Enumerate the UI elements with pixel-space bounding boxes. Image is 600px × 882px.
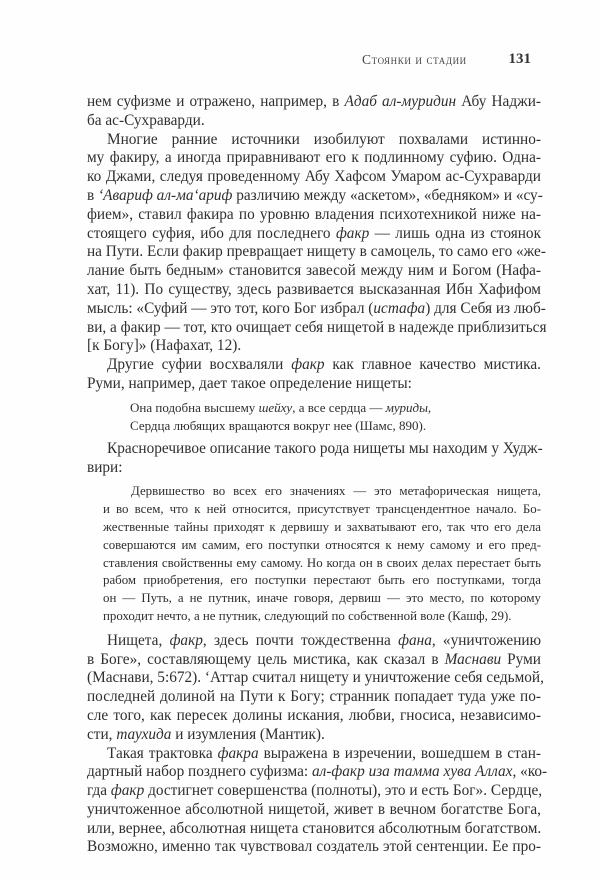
italic-term: таухида — [116, 725, 172, 743]
text-line — [87, 669, 544, 688]
blockquote — [103, 483, 541, 625]
text-run: сти, — [87, 725, 117, 743]
page-header — [87, 52, 541, 72]
text-run: жественные тайны приходят к дервишу и захватывают его, так что его дела — [103, 519, 541, 534]
text-line — [87, 168, 541, 187]
italic-term: Адаб ал-муридин — [344, 93, 457, 110]
text-line — [87, 356, 541, 375]
italic-term: Маснави — [444, 650, 502, 668]
text-run: стоящего суфия, ибо для последнего — [87, 224, 336, 242]
text-run: Другие суфии восхваляли — [107, 356, 292, 374]
text-run: последней долиной на Пути к Богу; странник попадает туда уже по- — [87, 688, 541, 706]
text-line — [87, 820, 541, 839]
text-run: в Боге», составляющему цель мистика, как сказал в — [87, 650, 445, 668]
text-run: — лишь одна из стоянок — [369, 224, 542, 242]
text-line — [87, 337, 541, 356]
text-line — [103, 501, 541, 519]
text-line — [103, 483, 541, 501]
text-line — [87, 281, 541, 300]
text-line — [103, 608, 541, 626]
text-line — [103, 590, 541, 608]
text-line — [87, 112, 541, 131]
text-line — [87, 131, 541, 150]
text-run: ба ас-Сухраварди. — [87, 111, 205, 129]
text-line — [87, 801, 541, 820]
text-run: Руми, например, дает такое определение нищеты: — [87, 374, 412, 392]
text-run: или, вернее, абсолютная нищета становится абсолютным богатством. — [87, 819, 542, 837]
text-run: (Маснави, 5:672). ‘Аттар считал нищету и уничтожение себя седьмой, — [87, 669, 544, 687]
text-line — [87, 838, 541, 857]
text-run: , а все сердца — — [292, 399, 386, 415]
text-run: сле того, как пересек долины искания, любви, гносиса, независимо- — [87, 706, 541, 724]
page-number: 131 — [508, 51, 531, 67]
text-run: хат, 11). По существу, здесь развивается высказанная Ибн Хафифом — [87, 280, 541, 298]
text-line — [130, 417, 541, 435]
verse — [130, 399, 541, 435]
text-line — [87, 726, 541, 745]
text-run: Руми — [501, 650, 541, 668]
text-run: мысль: «Суфий — это тот, кого Бог избрал ( — [87, 299, 374, 317]
text-line — [87, 632, 541, 651]
text-run: му факиру, а иногда приравнивают его к подлинному суфию. Одна- — [87, 149, 541, 167]
text-line — [87, 745, 541, 764]
text-run: на Пути. Если факир превращает нищету в самоцель, то само его «же- — [87, 243, 546, 261]
text-run: в — [87, 186, 99, 204]
text-line — [87, 93, 541, 112]
italic-term: истафа — [373, 299, 426, 317]
italic-term: факр — [291, 356, 325, 374]
text-line — [87, 149, 541, 168]
text-line — [87, 318, 547, 338]
text-run: нем суфизме и отражено, например, в — [87, 93, 345, 110]
text-run: Многие ранние источники изобилуют похвалами истинно- — [107, 130, 541, 148]
italic-term: факра — [217, 744, 259, 762]
text-line — [87, 299, 546, 319]
italic-term: факр — [335, 224, 370, 242]
italic-term: шейху — [258, 399, 293, 415]
text-line — [87, 459, 541, 478]
italic-term: ал-факр иза тамма хува Аллах — [312, 763, 513, 781]
text-line — [87, 688, 541, 707]
text-line — [87, 375, 541, 394]
italic-term: муриды — [385, 399, 428, 415]
text-run: ви, а факир — тот, кто очищает себя нищетой в надежде приблизиться — [87, 318, 547, 336]
text-run: вири: — [87, 458, 123, 476]
text-run: дартный набор позднего суфизма: — [87, 763, 313, 781]
text-run: ко Джами, следуя проведенному Абу Хафсом Умаром ас-Сухраварди — [87, 168, 541, 186]
paragraph — [87, 130, 547, 357]
text-line — [87, 707, 541, 726]
paragraph — [87, 356, 541, 394]
text-run: фием», ставил факира по уровню владения психотехникой ниже на- — [87, 205, 541, 223]
text-run: лание быть бедным» становится завесой между ним и Богом (Нафа- — [87, 262, 541, 280]
text-run: Красноречивое описание такого рода нищеты мы находим у Худж- — [107, 439, 543, 457]
text-run: Сердца любящих вращаются вокруг нее (Шамс, 890). — [130, 417, 427, 433]
text-run: ) для Себя из люб- — [425, 299, 546, 317]
text-line — [87, 206, 541, 225]
paragraph-continued — [87, 93, 541, 131]
text-run: , «ко- — [512, 763, 548, 781]
text-line — [103, 555, 541, 573]
text-run: и изумления (Мантик). — [171, 725, 325, 743]
text-run: [к Богу]» (Нафахат, 12). — [87, 337, 242, 355]
text-run: он — Путь, а не путник, иначе говоря, дервиш — это место, по которому — [103, 591, 541, 606]
text-run: выражена в изречении, вошедшем в стан- — [258, 744, 542, 762]
text-line — [87, 262, 541, 281]
text-line — [87, 440, 541, 459]
text-run: Дервишество во всех его значениях — это метафорическая нищета, — [131, 484, 541, 499]
italic-term: фана — [398, 631, 432, 649]
text-line — [103, 519, 541, 537]
text-run: , «уничтожению — [431, 631, 541, 649]
text-run: совершаются им самим, его поступки относятся к нему самому и его пред- — [103, 537, 541, 552]
text-run: различию между «аскетом», «бедняком» и «су- — [232, 186, 543, 204]
paragraph — [87, 631, 544, 745]
text-line — [87, 243, 546, 262]
text-run: Такая трактовка — [107, 744, 218, 762]
italic-term: факр — [110, 782, 145, 800]
text-run: Возможно, именно так чувствовал создатель этой сентенции. Ее про- — [87, 838, 541, 856]
italic-term: факр — [169, 631, 203, 649]
italic-term: ‘Авариф ал-ма‘ариф — [98, 186, 233, 204]
text-run: ставления свойственны ему самому. Но когда он в своих делах перестает быть — [103, 555, 541, 570]
text-run: Абу Наджи- — [456, 93, 541, 110]
text-run: и во всем, что к ней относится, присутствует трансцендентное начало. Бо- — [103, 502, 541, 517]
text-line — [87, 187, 541, 206]
body-text — [87, 93, 548, 857]
text-run: гда — [87, 782, 111, 800]
text-line — [87, 651, 541, 670]
text-line — [103, 537, 541, 555]
text-run: уничтоженное абсолютной нищетой, живет в вечном богатстве Бога, — [87, 800, 541, 818]
text-run: достигнет совершенства (полноты), это и есть Бог». Сердце, — [144, 782, 543, 800]
text-run: Она подобна высшему — [130, 399, 259, 415]
text-run: , — [427, 399, 432, 415]
text-line — [87, 782, 541, 801]
text-line — [87, 763, 548, 782]
text-run: проходит нечто, а не путник, следующий по собственной воле (Кашф, 29). — [103, 608, 512, 623]
text-line — [103, 572, 541, 590]
text-run: рабом приобретения, его поступки перестают быть его поступками, тогда — [103, 573, 541, 588]
text-line — [130, 399, 541, 417]
running-title: Стоянки и стадии — [362, 52, 467, 67]
paragraph — [87, 744, 548, 858]
paragraph — [87, 440, 541, 478]
text-run: как главное качество мистика. — [324, 356, 541, 374]
text-run: Нищета, — [107, 631, 170, 649]
text-run: , здесь почти тождественна — [202, 631, 399, 649]
text-line — [87, 225, 541, 244]
